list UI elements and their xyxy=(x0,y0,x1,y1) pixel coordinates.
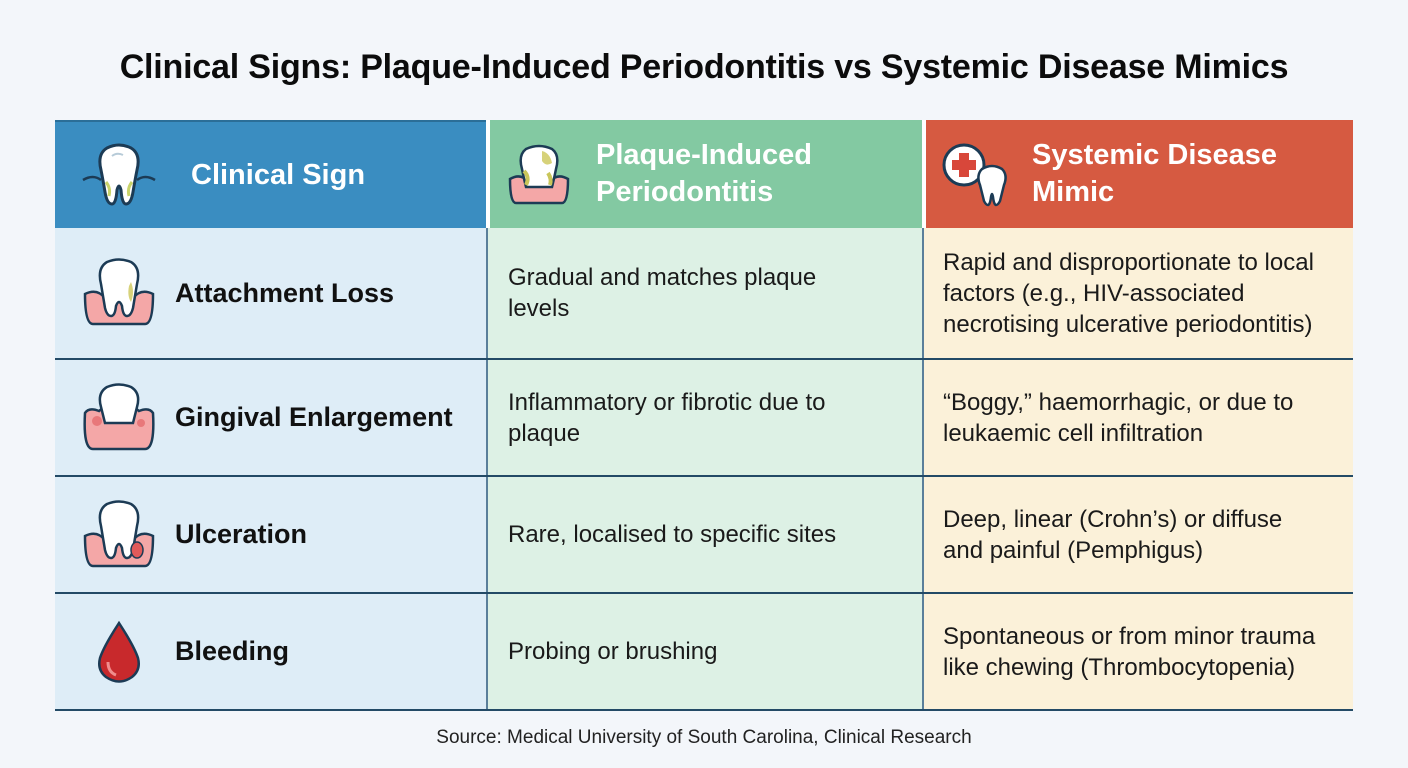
table-row xyxy=(55,360,1353,477)
systemic-cell xyxy=(922,594,1353,709)
source-note: Source: Medical University of South Carolina, Clinical Research xyxy=(436,727,972,748)
header-clinical-sign-label: Clinical Sign xyxy=(191,158,366,191)
systemic-cell xyxy=(922,360,1353,475)
table-row xyxy=(55,228,1353,360)
plaque-text: Inflammatory or fibrotic due to plaque xyxy=(508,388,826,447)
systemic-cell xyxy=(922,477,1353,592)
plaque-cell xyxy=(486,594,922,709)
table-header-row xyxy=(55,120,1353,228)
plaque-cell xyxy=(486,477,922,592)
systemic-text: “Boggy,” haemorrhagic, or due to leukaemic cell infiltration xyxy=(943,388,1294,447)
comparison-table xyxy=(55,120,1353,711)
sign-label: Attachment Loss xyxy=(175,277,395,308)
systemic-cell xyxy=(922,228,1353,358)
systemic-text: Spontaneous or from minor trauma like chewing (Thrombocytopenia) xyxy=(943,622,1316,681)
sign-cell xyxy=(55,228,486,358)
medical-cross-tooth-icon xyxy=(940,138,1010,210)
header-clinical-sign xyxy=(55,120,486,228)
plaque-text: Rare, localised to specific sites xyxy=(508,521,837,548)
plaque-tooth-icon xyxy=(504,138,574,210)
plaque-text: Probing or brushing xyxy=(508,638,718,665)
header-systemic-mimic-label: Systemic Disease Mimic xyxy=(1032,139,1278,208)
sign-cell xyxy=(55,477,486,592)
table-row xyxy=(55,477,1353,594)
sign-cell xyxy=(55,594,486,709)
systemic-text: Deep, linear (Crohn’s) or diffuse and painful (Pemphigus) xyxy=(943,505,1283,564)
plaque-cell xyxy=(486,228,922,358)
plaque-cell xyxy=(486,360,922,475)
tooth-icon xyxy=(73,139,165,211)
tooth-gingival-enlargement-icon xyxy=(73,382,165,454)
sign-label: Bleeding xyxy=(175,636,290,666)
sign-label: Gingival Enlargement xyxy=(175,402,453,432)
header-plaque-induced xyxy=(486,120,922,228)
sign-label: Ulceration xyxy=(175,519,308,549)
blood-drop-icon xyxy=(73,616,165,688)
plaque-text: Gradual and matches plaque levels xyxy=(508,264,817,322)
page-title: Clinical Signs: Plaque-Induced Periodontitis vs Systemic Disease Mimics xyxy=(119,48,1289,86)
sign-cell xyxy=(55,360,486,475)
tooth-ulceration-icon xyxy=(73,499,165,571)
tooth-attachment-loss-icon xyxy=(73,257,165,329)
table-row xyxy=(55,594,1353,711)
systemic-text: Rapid and disproportionate to local factors (e.g., HIV-associated necrotising ulcerative periodontitis) xyxy=(943,248,1314,338)
header-systemic-mimic xyxy=(922,120,1353,228)
header-plaque-induced-label: Plaque-Induced Periodontitis xyxy=(596,139,812,208)
